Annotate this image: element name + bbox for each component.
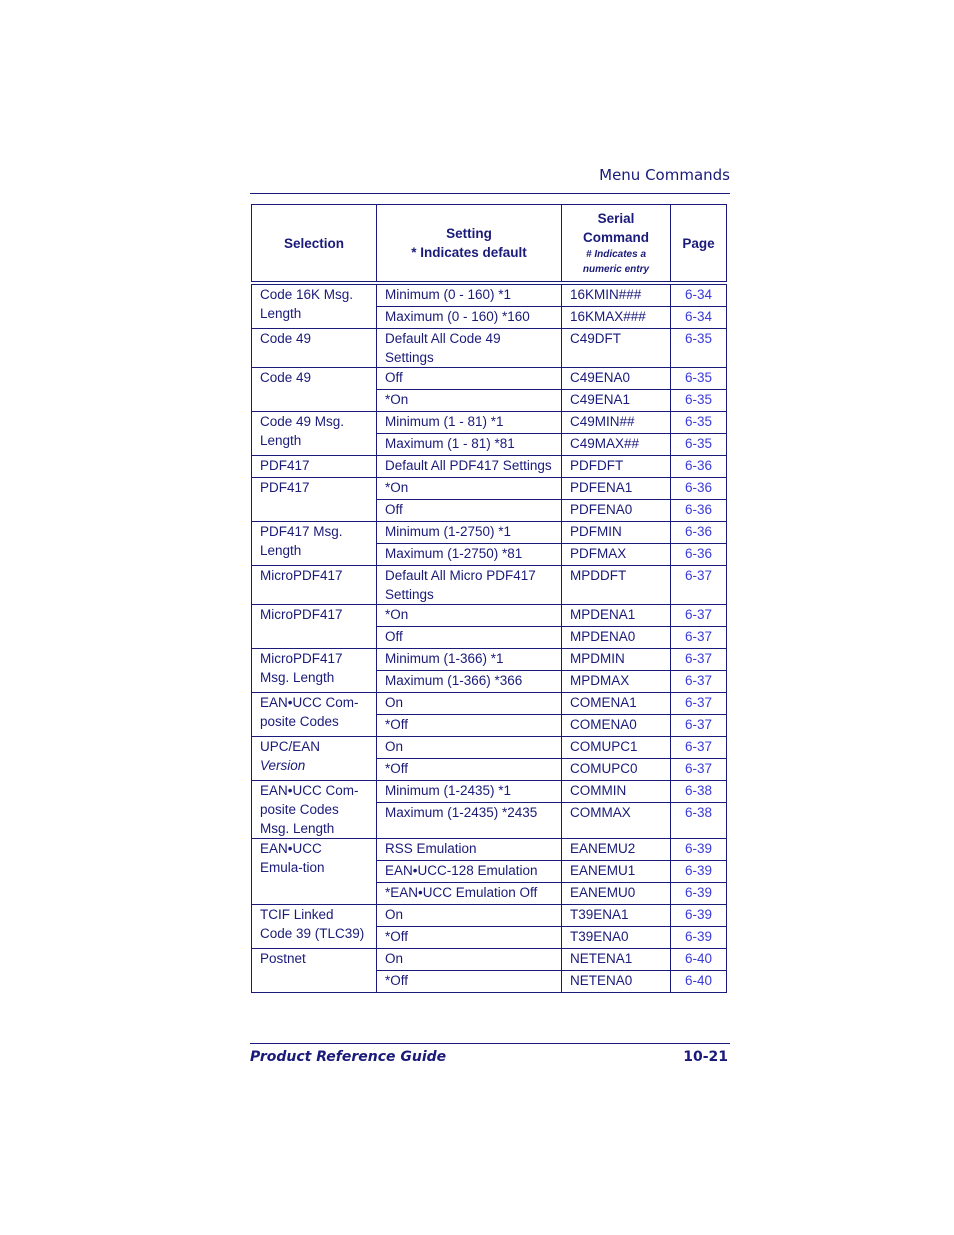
page-cell: 6-35 bbox=[671, 434, 727, 456]
selection-label: MicroPDF417 bbox=[260, 607, 343, 622]
page-cell: 6-36 bbox=[671, 456, 727, 478]
command-cell: COMUPC1 bbox=[562, 737, 671, 759]
command-cell: COMMAX bbox=[562, 803, 671, 839]
page-cell: 6-36 bbox=[671, 478, 727, 500]
selection-label: PDF417 bbox=[260, 458, 310, 473]
command-cell: PDFENA0 bbox=[562, 500, 671, 522]
page-cell: 6-36 bbox=[671, 522, 727, 544]
page-cell: 6-34 bbox=[671, 283, 727, 307]
selection-cell bbox=[252, 329, 377, 368]
setting-cell: On bbox=[377, 949, 562, 971]
command-cell: MPDDFT bbox=[562, 566, 671, 605]
setting-cell: Maximum (0 - 160) *160 bbox=[377, 307, 562, 329]
table-row bbox=[252, 566, 727, 605]
selection-cell bbox=[252, 905, 377, 949]
selection-label: TCIF Linked Code 39 (TLC39) bbox=[260, 907, 365, 941]
page-header-title: Menu Commands bbox=[599, 166, 730, 184]
setting-cell: *Off bbox=[377, 715, 562, 737]
table-row bbox=[252, 839, 727, 861]
setting-cell: Minimum (1 - 81) *1 bbox=[377, 412, 562, 434]
setting-cell: *On bbox=[377, 390, 562, 412]
table-header-row bbox=[252, 205, 727, 284]
selection-label: EAN•UCC Com-posite Codes bbox=[260, 695, 359, 729]
page-cell: 6-39 bbox=[671, 905, 727, 927]
page-cell: 6-35 bbox=[671, 368, 727, 390]
command-cell: PDFMIN bbox=[562, 522, 671, 544]
col-header-setting: Setting * Indicates default bbox=[377, 205, 562, 284]
setting-cell: Maximum (1-2750) *81 bbox=[377, 544, 562, 566]
command-cell: 16KMIN### bbox=[562, 283, 671, 307]
setting-cell: Off bbox=[377, 500, 562, 522]
page-cell: 6-39 bbox=[671, 839, 727, 861]
command-cell: C49MAX## bbox=[562, 434, 671, 456]
selection-cell bbox=[252, 737, 377, 781]
col-header-serial-command: Serial Command # Indicates a numeric entry bbox=[562, 205, 671, 284]
page-cell: 6-40 bbox=[671, 971, 727, 993]
setting-cell: Default All PDF417 Settings bbox=[377, 456, 562, 478]
page-cell: 6-36 bbox=[671, 544, 727, 566]
selection-cell bbox=[252, 781, 377, 839]
command-cell: NETENA1 bbox=[562, 949, 671, 971]
command-cell: EANEMU1 bbox=[562, 861, 671, 883]
page-cell: 6-34 bbox=[671, 307, 727, 329]
selection-label: MicroPDF417 Msg. Length bbox=[260, 651, 343, 685]
setting-cell: Off bbox=[377, 368, 562, 390]
setting-cell: *On bbox=[377, 478, 562, 500]
page-cell: 6-37 bbox=[671, 649, 727, 671]
command-cell: T39ENA1 bbox=[562, 905, 671, 927]
selection-label: Code 49 bbox=[260, 331, 312, 346]
command-cell: NETENA0 bbox=[562, 971, 671, 993]
table-row bbox=[252, 329, 727, 368]
setting-cell: Maximum (1 - 81) *81 bbox=[377, 434, 562, 456]
footer-title: Product Reference Guide bbox=[250, 1049, 447, 1065]
command-cell: C49DFT bbox=[562, 329, 671, 368]
setting-cell: Default All Code 49 Settings bbox=[377, 329, 562, 368]
selection-label: EAN•UCC Com-posite Codes Msg. Length bbox=[260, 783, 359, 836]
page-cell: 6-37 bbox=[671, 671, 727, 693]
footer-rule bbox=[250, 1043, 730, 1044]
selection-cell bbox=[252, 368, 377, 412]
header-rule bbox=[250, 193, 730, 194]
selection-label: PDF417 bbox=[260, 480, 310, 495]
table-row bbox=[252, 283, 727, 307]
selection-label: MicroPDF417 bbox=[260, 568, 343, 583]
command-cell: MPDMIN bbox=[562, 649, 671, 671]
setting-cell: RSS Emulation bbox=[377, 839, 562, 861]
page-cell: 6-37 bbox=[671, 693, 727, 715]
page-cell: 6-39 bbox=[671, 927, 727, 949]
selection-cell bbox=[252, 605, 377, 649]
setting-cell: *Off bbox=[377, 927, 562, 949]
page-cell: 6-40 bbox=[671, 949, 727, 971]
command-cell: C49ENA0 bbox=[562, 368, 671, 390]
command-cell: EANEMU2 bbox=[562, 839, 671, 861]
footer-page-number: 10-21 bbox=[683, 1049, 728, 1065]
setting-cell: Minimum (1-2435) *1 bbox=[377, 781, 562, 803]
setting-cell: EAN•UCC-128 Emulation bbox=[377, 861, 562, 883]
page-cell: 6-37 bbox=[671, 737, 727, 759]
selection-cell bbox=[252, 478, 377, 522]
page-cell: 6-35 bbox=[671, 390, 727, 412]
setting-cell: On bbox=[377, 737, 562, 759]
selection-label: Code 16K Msg. Length bbox=[260, 287, 354, 321]
command-cell: C49MIN## bbox=[562, 412, 671, 434]
page-cell: 6-37 bbox=[671, 715, 727, 737]
command-cell: EANEMU0 bbox=[562, 883, 671, 905]
table-row bbox=[252, 522, 727, 544]
setting-cell: On bbox=[377, 905, 562, 927]
selection-cell bbox=[252, 649, 377, 693]
setting-cell: Minimum (1-366) *1 bbox=[377, 649, 562, 671]
command-cell: COMUPC0 bbox=[562, 759, 671, 781]
page-cell: 6-37 bbox=[671, 605, 727, 627]
setting-cell: *EAN•UCC Emulation Off bbox=[377, 883, 562, 905]
selection-cell bbox=[252, 412, 377, 456]
command-cell: MPDMAX bbox=[562, 671, 671, 693]
command-cell: PDFMAX bbox=[562, 544, 671, 566]
selection-cell bbox=[252, 456, 377, 478]
setting-cell: *On bbox=[377, 605, 562, 627]
setting-cell: Off bbox=[377, 627, 562, 649]
table-row bbox=[252, 605, 727, 627]
selection-cell bbox=[252, 839, 377, 905]
selection-label: Postnet bbox=[260, 951, 306, 966]
command-cell: COMENA0 bbox=[562, 715, 671, 737]
col-header-page: Page bbox=[671, 205, 727, 284]
page-cell: 6-35 bbox=[671, 412, 727, 434]
table-row bbox=[252, 905, 727, 927]
table-row bbox=[252, 412, 727, 434]
setting-cell: On bbox=[377, 693, 562, 715]
command-cell: COMMIN bbox=[562, 781, 671, 803]
setting-cell: Maximum (1-2435) *2435 bbox=[377, 803, 562, 839]
selection-cell bbox=[252, 283, 377, 329]
setting-cell: *Off bbox=[377, 971, 562, 993]
table-row bbox=[252, 649, 727, 671]
selection-label: EAN•UCC Emula-tion bbox=[260, 841, 325, 875]
selection-cell bbox=[252, 522, 377, 566]
table-row bbox=[252, 456, 727, 478]
menu-commands-table bbox=[251, 204, 727, 993]
selection-label: PDF417 Msg. Length bbox=[260, 524, 343, 558]
page-cell: 6-37 bbox=[671, 759, 727, 781]
command-cell: COMENA1 bbox=[562, 693, 671, 715]
table-row bbox=[252, 478, 727, 500]
page-cell: 6-38 bbox=[671, 803, 727, 839]
page-cell: 6-37 bbox=[671, 566, 727, 605]
setting-cell: Minimum (1-2750) *1 bbox=[377, 522, 562, 544]
selection-label-italic: Version bbox=[260, 758, 306, 773]
col-header-selection: Selection bbox=[252, 205, 377, 284]
setting-cell: Minimum (0 - 160) *1 bbox=[377, 283, 562, 307]
page-cell: 6-39 bbox=[671, 861, 727, 883]
page-cell: 6-38 bbox=[671, 781, 727, 803]
table-row bbox=[252, 368, 727, 390]
selection-cell bbox=[252, 949, 377, 993]
command-cell: 16KMAX### bbox=[562, 307, 671, 329]
page-cell: 6-39 bbox=[671, 883, 727, 905]
table-row bbox=[252, 737, 727, 759]
command-cell: PDFDFT bbox=[562, 456, 671, 478]
selection-label: Code 49 Msg. Length bbox=[260, 414, 345, 448]
page-cell: 6-37 bbox=[671, 627, 727, 649]
table-row bbox=[252, 781, 727, 803]
setting-cell: Maximum (1-366) *366 bbox=[377, 671, 562, 693]
command-cell: MPDENA1 bbox=[562, 605, 671, 627]
setting-cell: *Off bbox=[377, 759, 562, 781]
command-cell: T39ENA0 bbox=[562, 927, 671, 949]
selection-cell bbox=[252, 693, 377, 737]
page-cell: 6-35 bbox=[671, 329, 727, 368]
command-cell: C49ENA1 bbox=[562, 390, 671, 412]
table-row bbox=[252, 693, 727, 715]
selection-cell bbox=[252, 566, 377, 605]
setting-cell: Default All Micro PDF417 Settings bbox=[377, 566, 562, 605]
command-cell: PDFENA1 bbox=[562, 478, 671, 500]
selection-label: UPC/EAN bbox=[260, 739, 321, 754]
table-body bbox=[252, 283, 727, 993]
page-cell: 6-36 bbox=[671, 500, 727, 522]
command-cell: MPDENA0 bbox=[562, 627, 671, 649]
selection-label: Code 49 bbox=[260, 370, 312, 385]
table-row bbox=[252, 949, 727, 971]
